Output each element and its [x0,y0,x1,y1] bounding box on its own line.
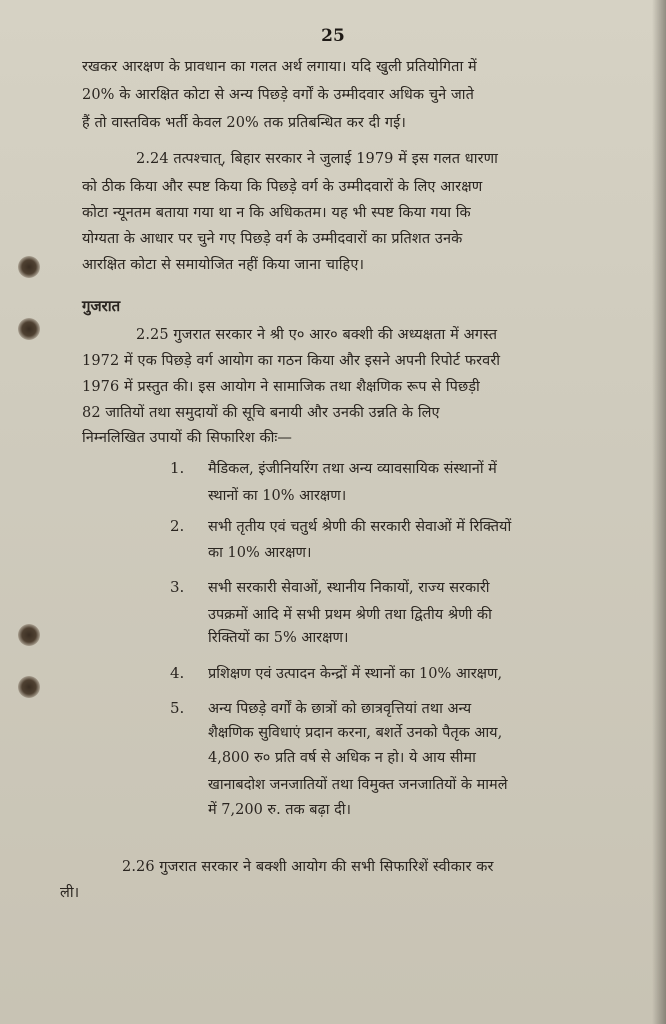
list-item-text: अन्य पिछड़े वर्गों के छात्रों को छात्रवृत्तियां तथा अन्य [208,701,472,717]
list-item-text: सभी सरकारी सेवाओं, स्थानीय निकायों, राज्य सरकारी [208,580,490,596]
list-item-number: 1. [170,459,185,477]
list-item-number: 5. [170,699,185,717]
list-item-text: का 10% आरक्षण। [208,545,312,561]
list-item-text: 4,800 रु० प्रति वर्ष से अधिक न हो। ये आय सीमा [208,750,476,766]
list-item-text: उपक्रमों आदि में सभी प्रथम श्रेणी तथा द्वितीय श्रेणी की [208,607,492,623]
list-item-text: मैडिकल, इंजीनियरिंग तथा अन्य व्यावसायिक संस्थानों में [208,461,497,477]
text-line: 2.25 गुजरात सरकार ने श्री ए० आर० बक्शी की अध्यक्षता में अगस्त [136,327,498,343]
list-item-text: स्थानों का 10% आरक्षण। [208,488,347,504]
text-line: रखकर आरक्षण के प्रावधान का गलत अर्थ लगाया। यदि खुली प्रतियोगिता में [82,59,477,75]
list-item-text: सभी तृतीय एवं चतुर्थ श्रेणी की सरकारी सेवाओं में रिक्तियों [208,519,512,535]
page-number: 25 [321,26,345,46]
text-line: योग्यता के आधार पर चुने गए पिछड़े वर्ग के उम्मीदवारों का प्रतिशत उनके [82,231,463,247]
section-heading: गुजरात [82,297,121,315]
list-item-number: 3. [170,578,185,596]
text-line: 82 जातियों तथा समुदायों की सूचि बनायी और उनकी उन्नति के लिए [82,405,440,421]
list-item-number: 4. [170,664,185,682]
text-line: हैं तो वास्तविक भर्ती केवल 20% तक प्रतिबन्धित कर दी गई। [82,115,406,131]
page-edge-shadow [652,0,666,1024]
text-line: निम्नलिखित उपायों की सिफारिश कीः— [82,430,292,446]
list-item-text: शैक्षणिक सुविधाएं प्रदान करना, बशर्ते उनको पैतृक आय, [208,725,503,741]
text-line: 1972 में एक पिछड़े वर्ग आयोग का गठन किया और इसने अपनी रिपोर्ट फरवरी [82,353,501,369]
list-item-number: 2. [170,517,185,535]
binding-hole [18,256,40,278]
list-item-text: प्रशिक्षण एवं उत्पादन केन्द्रों में स्थानों का 10% आरक्षण, [208,666,503,682]
binding-hole [18,624,40,646]
text-line: 2.26 गुजरात सरकार ने बक्शी आयोग की सभी सिफारिशें स्वीकार कर [122,859,494,875]
text-line: ली। [60,885,80,901]
binding-hole [18,318,40,340]
text-line: 20% के आरक्षित कोटा से अन्य पिछड़े वर्गों के उम्मीदवार अधिक चुने जाते [82,87,474,103]
binding-hole [18,676,40,698]
list-item-text: रिक्तियों का 5% आरक्षण। [208,630,349,646]
list-item-text: खानाबदोश जनजातियों तथा विमुक्त जनजातियों के मामले [208,777,508,793]
text-line: कोटा न्यूनतम बताया गया था न कि अधिकतम। यह भी स्पष्ट किया गया कि [82,205,471,221]
text-line: को ठीक किया और स्पष्ट किया कि पिछड़े वर्ग के उम्मीदवारों के लिए आरक्षण [82,179,483,195]
list-item-text: में 7,200 रु. तक बढ़ा दी। [208,802,352,818]
text-line: 1976 में प्रस्तुत की। इस आयोग ने सामाजिक तथा शैक्षणिक रूप से पिछड़ी [82,379,480,395]
text-line: आरक्षित कोटा से समायोजित नहीं किया जाना चाहिए। [82,257,365,273]
text-line: 2.24 तत्पश्चात्, बिहार सरकार ने जुलाई 1979 में इस गलत धारणा [136,151,498,167]
